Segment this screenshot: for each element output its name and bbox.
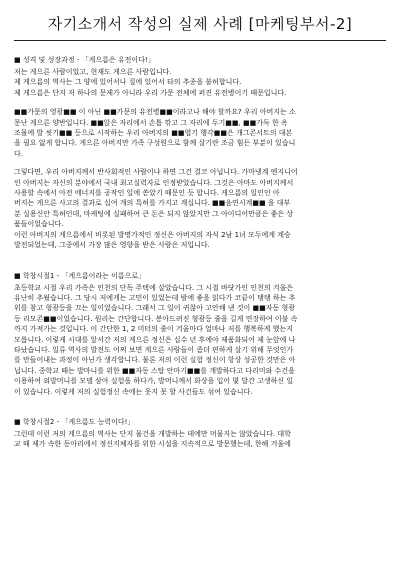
text-line: 위를 참고 형광등을 끄는 일이었습니다. 그래서 그 일이 귀찮아 고안해 낸 것이 ■■자동 형광	[14, 304, 296, 313]
section-heading: ■ 학창시절1 - 「게으름이라는 이름으로」	[14, 271, 146, 280]
text-line: 조물에 발 씻기■■ 등으로 시작하는 우리 아버지의 ■■엽기 행각■■은 개그콘서트의 대본	[14, 129, 293, 138]
section-school-2	[14, 417, 386, 450]
paragraph-family	[14, 107, 386, 159]
text-line: 사용할 속에서 아전 에너지를 공작인 일에 쏟았기 때문인 듯 합니다. 게으름의 일인인 아	[14, 189, 280, 198]
text-line: 을 필요 없게 합니다. 게으른 아버지만 가족 구성원으로 함께 살기란 조금 힘든 부분이 있습니	[14, 139, 296, 148]
text-line: 그런데 이런 저의 게으름의 역사는 단지 물건을 개발하는 데에만 머물지는 않았습니다. 대학	[14, 429, 291, 438]
text-line: 까지 가져가는 것입니다. 이 간단한 1, 2 미터의 줄이 겨울마다 얼마나 저를 행복하게 했는지	[14, 325, 293, 334]
text-line: 등 리모콘■■이었습니다. 원리는 간단합니다. 봉아드려진 형광등 줄을 길게 연장하여 이불 속	[14, 314, 298, 323]
text-line: 모릅니다. 이렇게 시대를 앞서간 저의 게으른 정신은 십수 년 후에야 제품화되어 제 눈앞에 나	[14, 335, 296, 344]
text-line: 품들이었습니다.	[14, 220, 64, 229]
text-line: 교 때 제가 속한 동아리에서 정신지체자를 위한 시설을 지속적으로 방문했는데, 한해 겨울에	[14, 440, 291, 449]
text-line: 발전되었는데, 그중에서 가장 많은 영향을 받은 사람은 저입니다.	[14, 241, 210, 250]
section-gap	[14, 251, 386, 271]
text-line: 그렇다면, 우리 아버지께서 반사회적인 사람이냐 하면 그건 결코 아닙니다. 가마냉계 엔지니어	[14, 168, 298, 177]
title-divider	[14, 40, 386, 41]
text-line: 문난 게으른 양반입니다. ■■앉은 자리에서 손톱 깎고 그 자리에 두기■■, ■■가득 한 옥	[14, 118, 288, 127]
text-line: 타났습니다. 일류 역사의 발전도 어찌 보면 게으른 사람들이 좀더 편하게 살기 위해 무엇인가	[14, 345, 294, 354]
text-line: 제 게으름의 역사는 그 양에 있어서나 질에 있어서 타의 추종을 불허합니다.	[14, 78, 242, 87]
paragraph-father	[14, 167, 386, 250]
section-personality	[14, 55, 386, 98]
section-heading: ■ 학창시절2 - 「게으름도 능력이다!」	[14, 417, 135, 426]
document-title: 자기소개서 작성의 실제 사례 [마케팅부서-2]	[47, 15, 353, 33]
text-line: 분 실용신안 특허인데, 마케팅에 실패하여 큰 돈은 되지 않았지만 그 아이디어만큼은 좋은 상	[14, 209, 294, 218]
text-line: 이용하여 외발머니를 모델 삼아 실험을 하다가, 발머니께서 화상을 입어 몇 달간 고생하신 일	[14, 377, 294, 386]
text-line: 버지는 게으른 사고의 결과로 십여 개의 특허를 가지고 계십니다. ■■음연시계■■ 을 대부	[14, 199, 291, 208]
text-line: 저는 게으른 사람이었고, 현재도 게으른 사람입니다.	[14, 68, 172, 76]
text-line: 다.	[14, 149, 23, 158]
section-gap	[14, 397, 386, 417]
text-line: 이 있습니다. 이렇게 저의 실험정신 속에는 웃지 못 할 사건들도 섞여 있습니다.	[14, 387, 253, 396]
paragraph-gap	[14, 98, 386, 107]
text-line: 를 만들어내는 과정이 아닌가 생각합니다. 물론 저의 이런 실험 정신이 항상 성공한 것만은 아	[14, 356, 296, 365]
text-line: 초등학교 시절 우리 가족은 인천의 단독 주택에 살았습니다. 그 시절 바닷가인 인천의 겨울은	[14, 283, 294, 292]
text-line: 인 아버지는 자신의 분야에서 국내 최고실력자로 인정받았습니다. 그것은 아마도 아버지께서	[14, 178, 294, 187]
text-line: 유난히 추웠습니다. 그 당시 저에게는 고민이 있었는데 밤에 좋을 읽다가 코끝이 탱탱 하는 추	[14, 293, 296, 302]
text-line: ■■가문의 영광■■ 이 아닌 ■■가문의 유전병■■이라고나 해야 할까요? 우리 아버지는 소	[14, 108, 296, 117]
text-line: 이런 아버지의 게으름에서 비롯된 발명가적인 정신은 아버지의 자식 2남 1녀 모두에게 계승	[14, 230, 291, 239]
text-line: 제 게으름은 단지 저 하나의 문제가 아니라 우리 가문 전체에 퍼진 유전병이기 때문입니다.	[14, 88, 287, 97]
text-line: 닙니다. 중학교 때는 발마니를 위한 ■■자동 스탑 안마기■■를 개발하다고 다리미와 수건을	[14, 366, 295, 375]
paragraph-gap	[14, 159, 386, 167]
section-heading: ■ 성격 및 성장과정 - 「게으름은 유전이다!」	[14, 56, 155, 64]
section-school-1	[14, 271, 386, 397]
